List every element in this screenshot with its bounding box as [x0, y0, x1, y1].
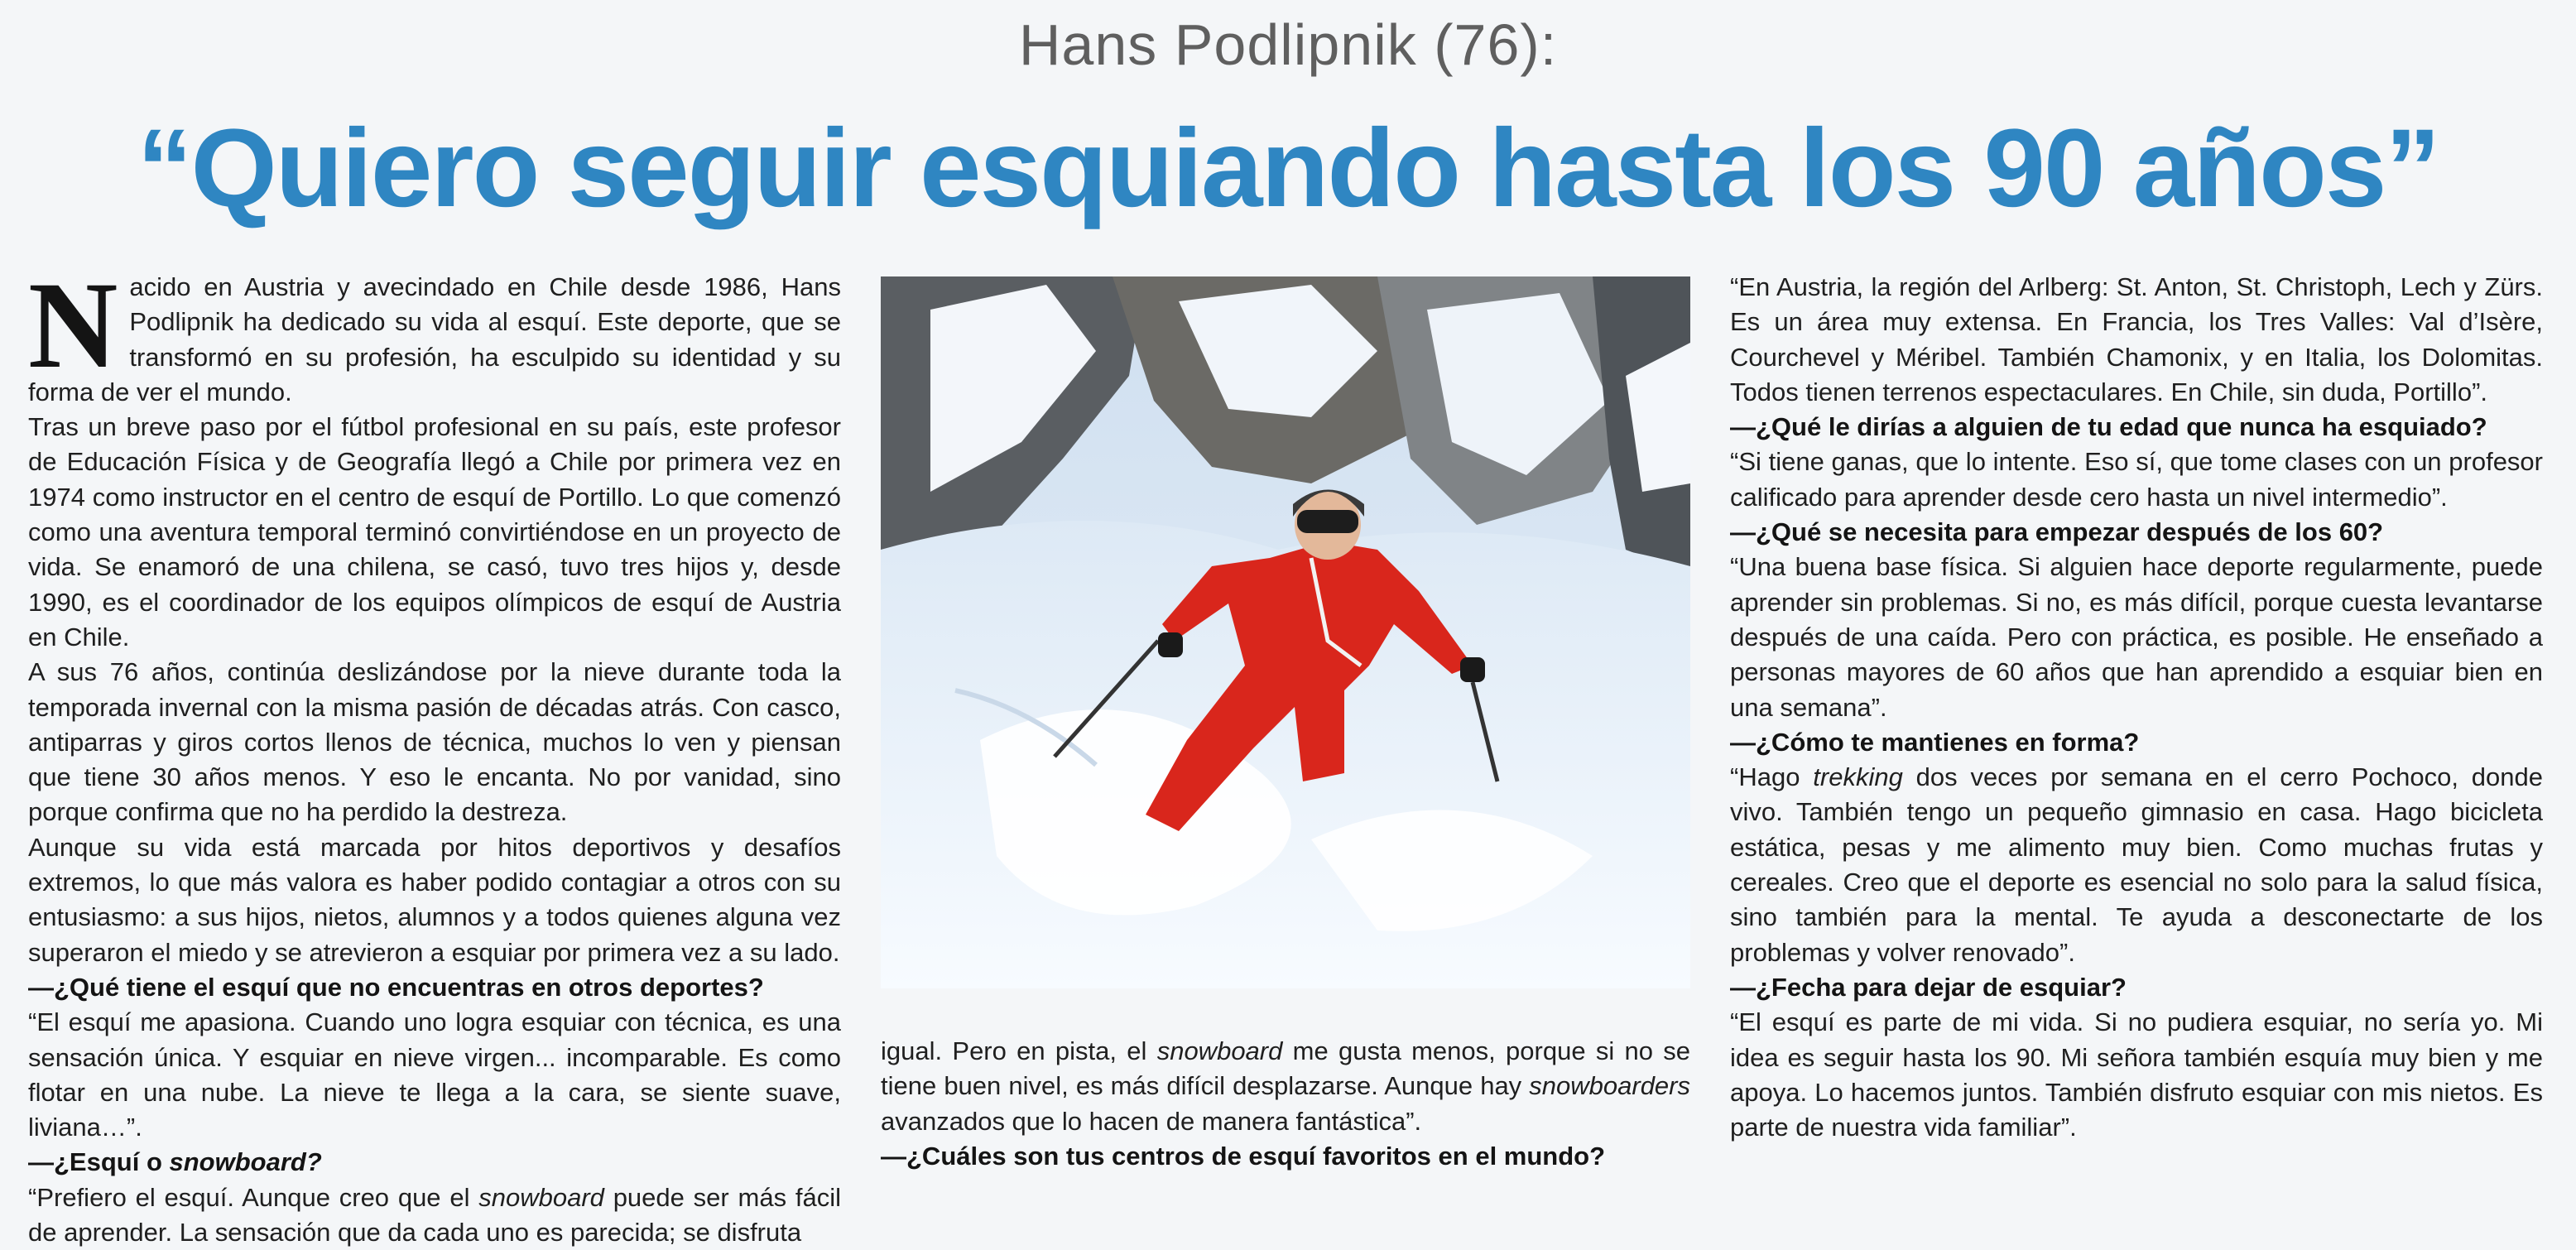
article-column-2: [881, 1034, 1690, 1174]
intro-paragraph: Nacido en Austria y avecindado en Chile desde 1986, Hans Podlipnik ha dedicado su vida al esquí. Este deporte, que se transformó en su profesión, ha esculpido su identidad y su forma de ver el mundo.: [28, 257, 841, 406]
article-headline: “Quiero seguir esquiando hasta los 90 años”: [137, 107, 2439, 230]
body-paragraph: A sus 76 años, continúa deslizándose por la nieve durante toda la temporada invernal con la misma pasión de décadas atrás. Con casco, antiparras y giros cortos llenos de técnica, muchos lo ven y piensan que tiene 30 años menos. Y eso le encanta. No por vanidad, sino porque confirma que no ha perdido la destreza.: [28, 657, 841, 827]
skier-illustration: [881, 276, 1690, 988]
interview-answer: “Hago trekking dos veces por semana en el cerro Pochoco, donde vivo. También tengo un pequeño gimnasio en casa. Hago bicicleta estática, pesas y me alimento muy bien. Como muchas frutas y cereales. Creo que el deporte es esencial no solo para la salud física, sino también para la mental. Te ayuda a desconectarte de los problemas y volver renovado”.: [1730, 762, 2544, 967]
skier-photo: [881, 276, 1690, 988]
interview-answer: “Prefiero el esquí. Aunque creo que el snowboard puede ser más fácil de aprender. La sensación que da cada uno es parecida; se disfruta: [28, 1182, 841, 1248]
interview-question: —¿Qué le dirías a alguien de tu edad que nunca ha esquiado?: [1730, 412, 2487, 442]
interview-answer: “En Austria, la región del Arlberg: St. Anton, St. Christoph, Lech y Zürs. Es un área muy extensa. En Francia, los Tres Valles: Val d’Isère, Courchevel y Méribel. También Chamonix, y en Italia, los Dolomitas. Todos tienen terrenos espectaculares. En Chile, sin duda, Portillo”.: [1730, 272, 2543, 406]
interview-question: —¿Cómo te mantienes en forma?: [1730, 727, 2140, 757]
interview-question: —¿Fecha para dejar de esquiar?: [1730, 972, 2127, 1002]
interview-answer: “El esquí es parte de mi vida. Si no pudiera esquiar, no sería yo. Mi idea es seguir hasta los 90. Mi señora también esquía muy bien y me apoya. Lo hacemos juntos. También disfruto esquiar con mis nietos. Es parte de nuestra vida familiar”.: [1730, 1007, 2543, 1142]
interview-answer: “El esquí me apasiona. Cuando uno logra esquiar con técnica, es una sensación única. Y esquiar en nieve virgen... incomparable. Es como flotar en una nube. La nieve te llega a la cara, se siente suave, liviana…”.: [28, 1007, 841, 1142]
interview-answer: “Si tiene ganas, que lo intente. Eso sí, que tome clases con un profesor calificado para aprender desde cero hasta un nivel intermedio”.: [1730, 447, 2543, 512]
interview-answer: “Una buena base física. Si alguien hace deporte regularmente, puede aprender sin problemas. Si no, es más difícil, porque cuesta levantarse después de una caída. Pero con práctica, es posible. He enseñado a personas mayores de 60 años que han aprendido a esquiar bien en una semana”.: [1730, 552, 2543, 722]
interview-question: —¿Esquí o snowboard?: [28, 1147, 322, 1177]
article-kicker: Hans Podlipnik (76):: [1018, 12, 1558, 77]
interview-answer-continued: igual. Pero en pista, el snowboard me gusta menos, porque si no se tiene buen nivel, es más difícil desplazarse. Aunque hay snowboarders avanzados que lo hacen de manera fantástica”.: [881, 1036, 1691, 1136]
interview-question: —¿Qué tiene el esquí que no encuentras en otros deportes?: [28, 972, 764, 1002]
body-paragraph: Aunque su vida está marcada por hitos deportivos y desafíos extremos, lo que más valora es haber podido contagiar a otros con su entusiasmo: a sus hijos, nietos, alumnos y a todos quienes alguna vez superaron el miedo y se atrevieron a esquiar por primera vez a su lado.: [28, 832, 841, 967]
drop-cap: N: [28, 257, 118, 394]
skier-goggles: [1297, 510, 1358, 533]
interview-question: —¿Qué se necesita para empezar después de los 60?: [1730, 517, 2384, 547]
article-column-3: [1730, 270, 2543, 1145]
article-column-1: [28, 257, 841, 1250]
interview-question: —¿Cuáles son tus centros de esquí favoritos en el mundo?: [881, 1141, 1606, 1171]
body-paragraph: Tras un breve paso por el fútbol profesional en su país, este profesor de Educación Física y de Geografía llegó a Chile por primera vez en 1974 como instructor en el centro de esquí de Portillo. Lo que comenzó como una aventura temporal terminó convirtiéndose en un proyecto de vida. Se enamoró de una chilena, se casó, tuvo tres hijos y, desde 1990, es el coordinador de los equipos olímpicos de esquí de Austria en Chile.: [28, 412, 841, 651]
